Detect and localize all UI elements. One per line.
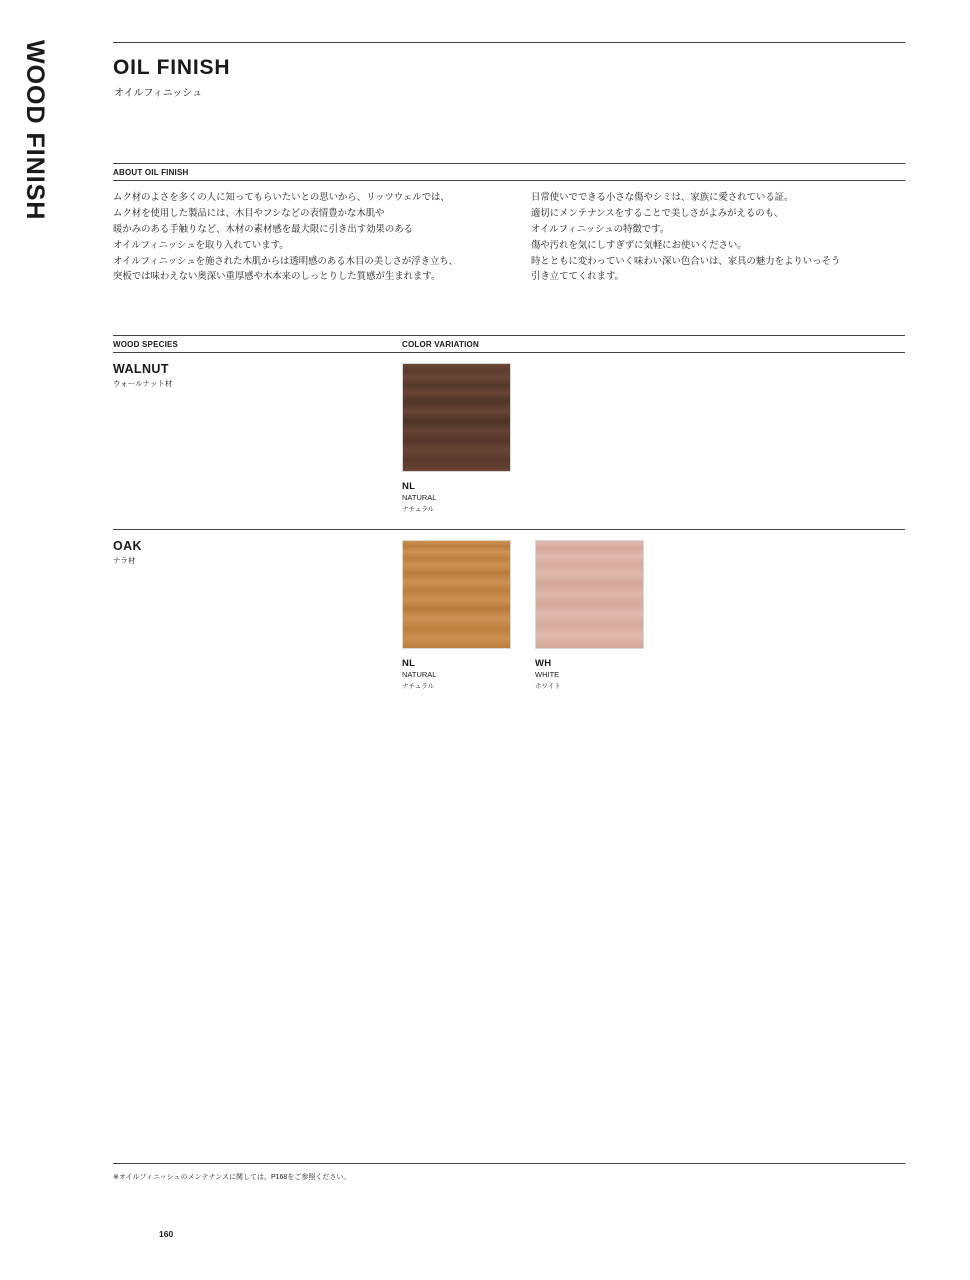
species-oak-ja: ナラ材	[113, 556, 136, 565]
species-oak-name: OAK	[113, 539, 142, 553]
swatch-oak-natural	[402, 540, 511, 649]
table-rule-header	[113, 352, 905, 353]
about-text-left	[113, 189, 458, 284]
variation-name-en: NATURAL	[402, 493, 437, 502]
about-label: ABOUT OIL FINISH	[113, 168, 189, 177]
variation-name-en: WHITE	[535, 670, 560, 679]
variation-name-ja: ナチュラル	[402, 683, 435, 690]
variation-code: NL	[402, 481, 416, 492]
color-variation-header: COLOR VARIATION	[402, 340, 479, 349]
footnote: ※オイルフィニッシュのメンテナンスに関しては、P168をご参照ください。	[113, 1174, 351, 1181]
about-left-line: オイルフィニッシュを施された木肌からは透明感のある木目の美しさが浮き立ち、	[113, 254, 459, 266]
variation-name-ja: ナチュラル	[402, 506, 435, 513]
swatch-oak-white	[535, 540, 644, 649]
section-side-title: WOOD FINISH	[21, 40, 49, 221]
variation-name-ja: ホワイト	[535, 683, 561, 690]
about-rule-top	[113, 163, 905, 164]
about-left-line: 突板では味わえない奥深い重厚感や木本来のしっとりした質感が生まれます。	[113, 270, 441, 282]
about-text-right	[531, 189, 840, 284]
variation-code: NL	[402, 658, 416, 669]
species-divider	[113, 529, 905, 530]
footer-rule	[113, 1163, 905, 1164]
table-rule-top	[113, 335, 905, 336]
about-left-line: ムク材を使用した製品には、木目やフシなどの表情豊かな木肌や	[113, 206, 385, 218]
swatch-walnut-natural	[402, 363, 511, 472]
about-right-line: 時とともに変わっていく味わい深い色合いは、家具の魅力をよりいっそう	[531, 254, 841, 266]
about-right-line: 引き立ててくれます。	[531, 270, 624, 282]
about-right-line: 適切にメンテナンスをすることで美しさがよみがえるのも、	[531, 206, 784, 218]
species-walnut-name: WALNUT	[113, 362, 169, 376]
species-walnut-ja: ウォールナット材	[113, 379, 173, 388]
about-rule-bottom	[113, 180, 905, 181]
about-left-line: ムク材のよさを多くの人に知ってもらいたいとの思いから、リッツウェルでは、	[113, 191, 450, 202]
page-number: 160	[159, 1229, 174, 1239]
about-left-line: オイルフィニッシュを取り入れています。	[113, 238, 289, 250]
about-right-line: 日常使いでできる小さな傷やシミは、家族に愛されている証。	[531, 191, 794, 202]
variation-code: WH	[535, 658, 552, 669]
page-subtitle: オイルフィニッシュ	[114, 88, 203, 99]
variation-name-en: NATURAL	[402, 670, 437, 679]
about-right-line: オイルフィニッシュの特徴です。	[531, 222, 670, 234]
top-rule	[113, 42, 905, 43]
wood-species-header: WOOD SPECIES	[113, 340, 179, 349]
about-left-line: 暖かみのある手触りなど、木材の素材感を最大限に引き出す効果のある	[113, 222, 414, 234]
page-title: OIL FINISH	[113, 56, 231, 79]
about-right-line: 傷や汚れを気にしすぎずに気軽にお使いください。	[531, 238, 747, 250]
